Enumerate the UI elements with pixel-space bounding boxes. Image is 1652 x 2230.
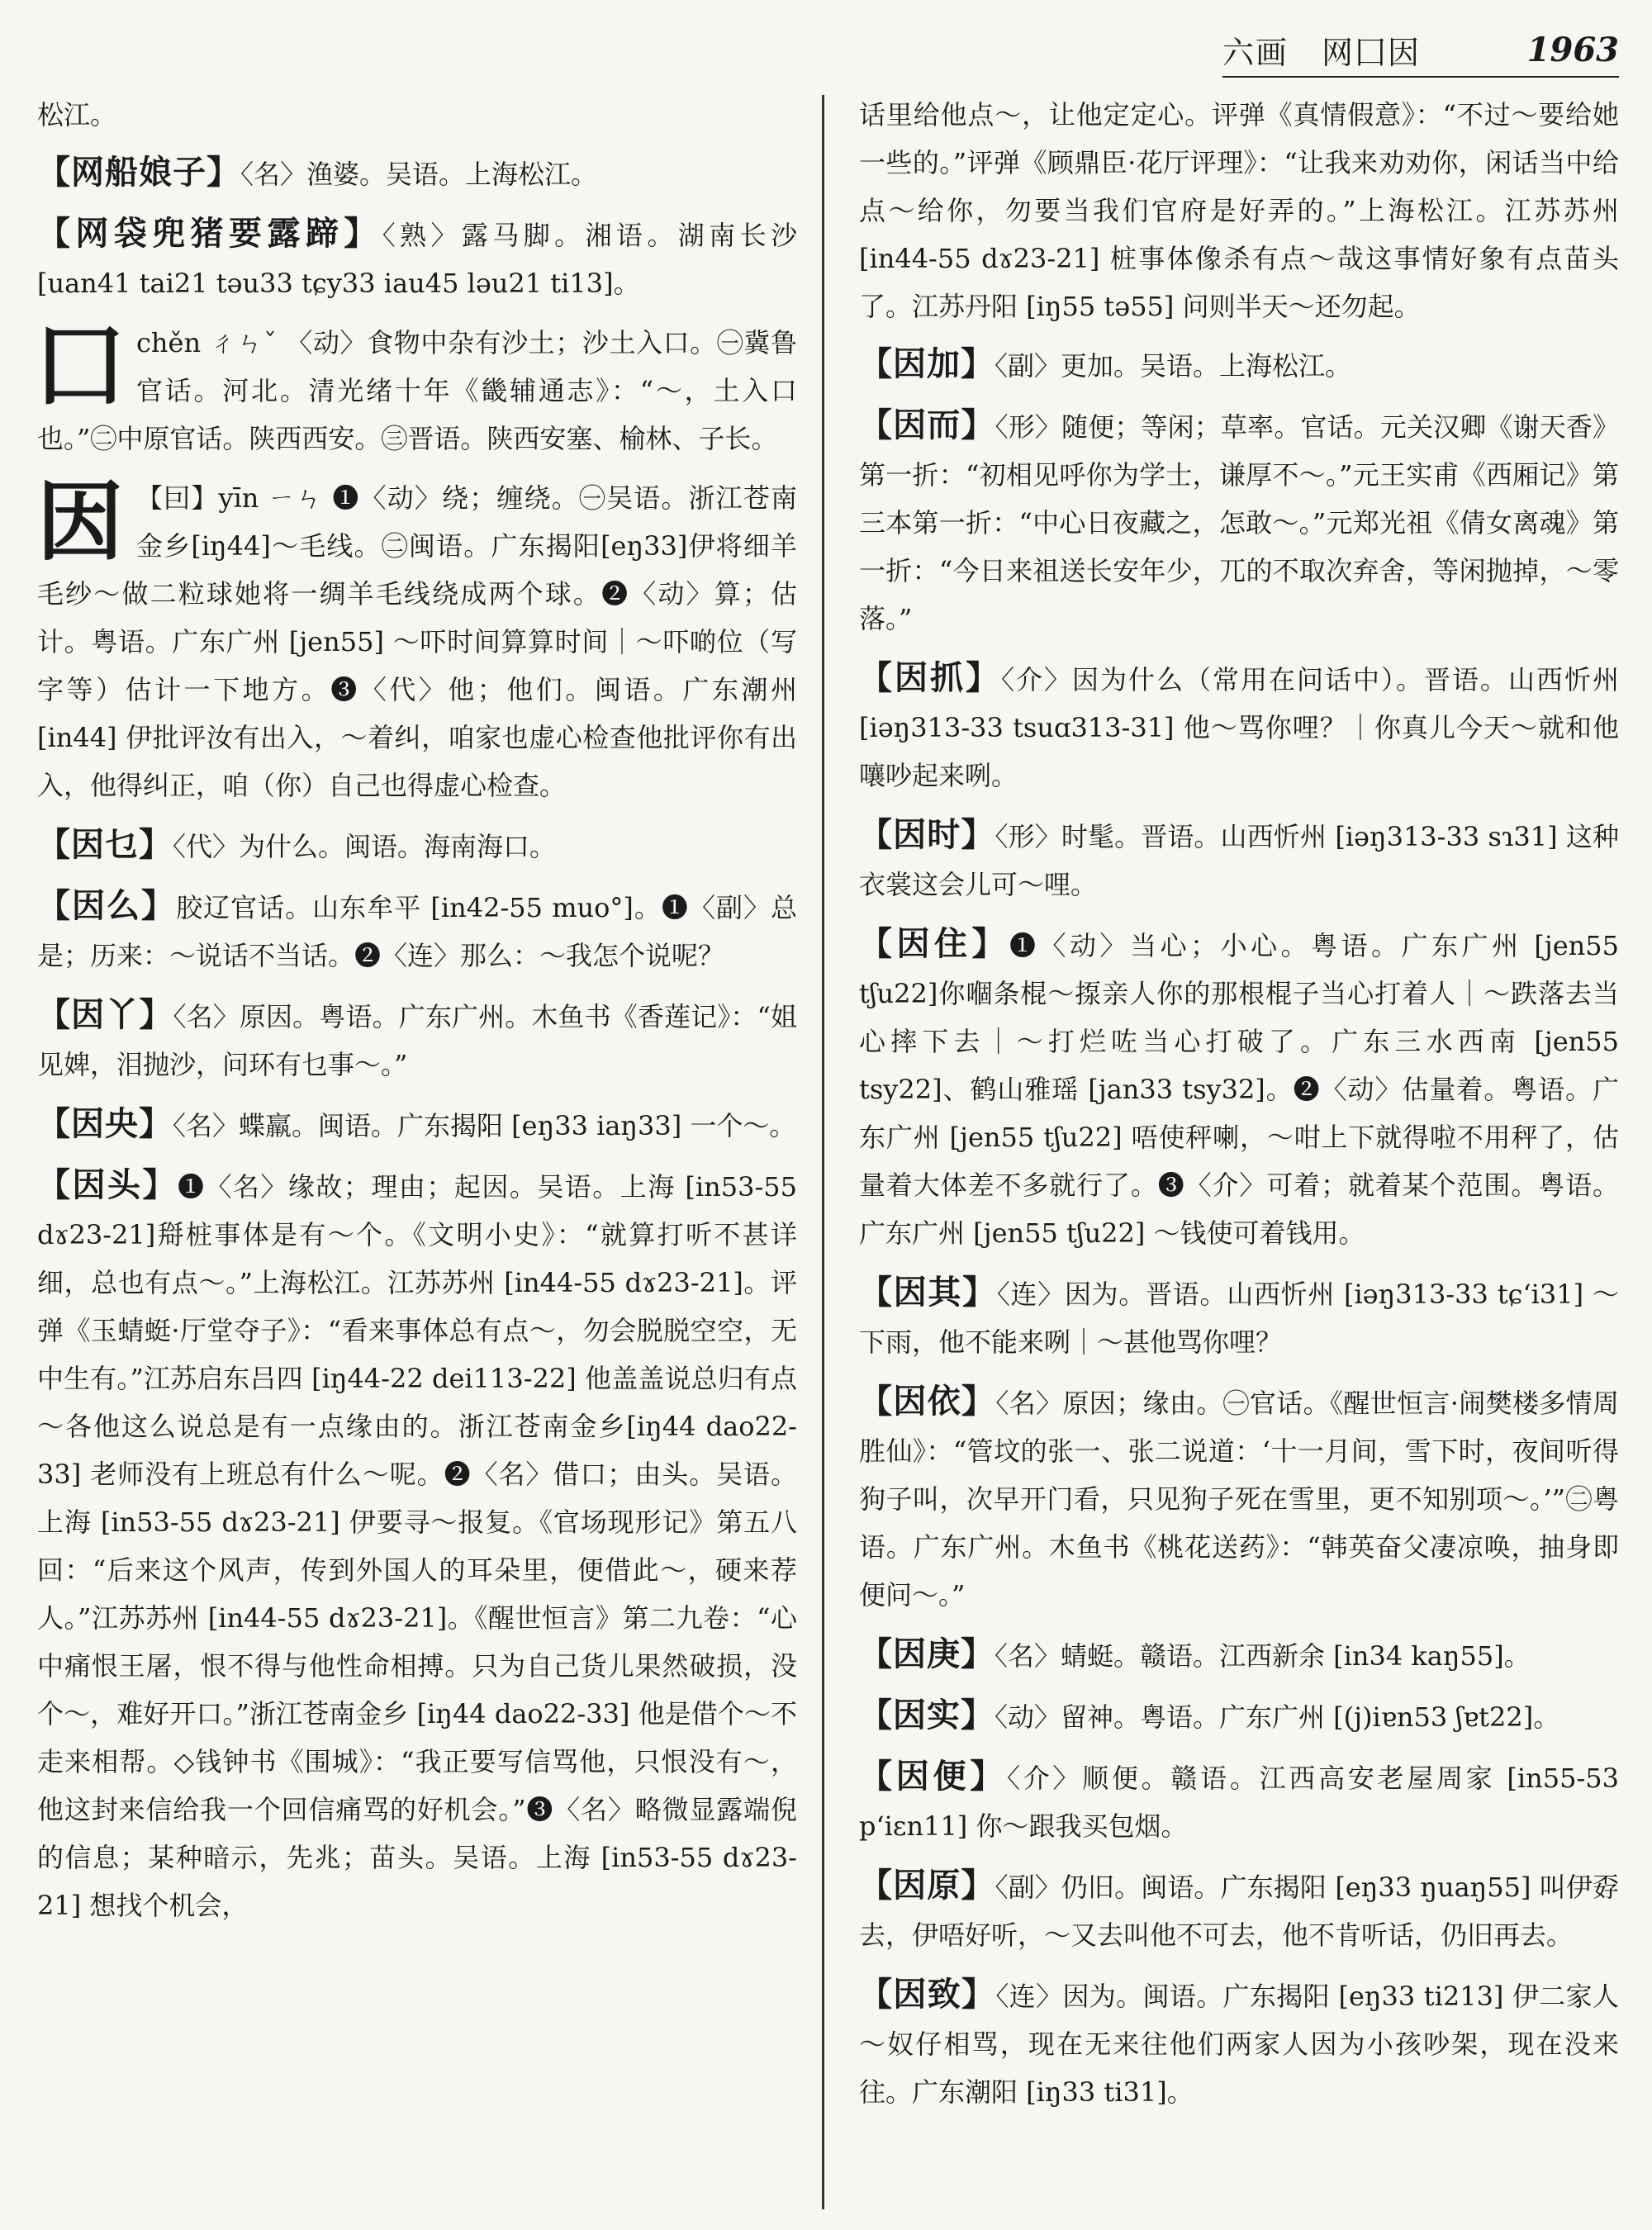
entry-text: 〈形〉时髦。晋语。山西忻州 [iəŋ313-33 sɿ31] 这种衣裳这会儿可～哩。 xyxy=(859,821,1619,900)
entry-text: 胶辽官话。山东牟平 [in42-55 muo°]。❶〈副〉总是；历来：～说话不当话。❷〈连〉那么：～我怎个说呢？ xyxy=(37,892,797,971)
head-character: 囗 xyxy=(37,316,124,417)
dictionary-entry xyxy=(37,149,797,198)
dictionary-entry xyxy=(859,340,1619,390)
entry-text: 〈代〉为什么。闽语。海南海口。 xyxy=(173,831,557,862)
character-entry xyxy=(37,471,797,809)
entry-continuation xyxy=(37,91,797,139)
headword: 【网袋兜猪要露蹄】 xyxy=(37,214,382,253)
headword: 【因而】 xyxy=(859,406,995,444)
dictionary-entry xyxy=(859,1753,1619,1850)
entry-text: 〈名〉原因；缘由。㊀官话。《醒世恒言·闹樊楼多情周胜仙》：“管坟的张一、张二说道：‘十一月间，雪下时，夜间听得狗子叫，次早开门看，只见狗子死在雪里，更不知别项～。’”㊁粤语。广东广州。木鱼书《桃花送药》：“韩英奋父凄凉唤，抽身即便问～。” xyxy=(859,1388,1619,1611)
headword: 【网船娘子】 xyxy=(37,153,240,192)
dictionary-entry xyxy=(859,654,1619,799)
headword: 【因庚】 xyxy=(859,1635,995,1673)
dictionary-entry xyxy=(859,1862,1619,1959)
entry-text: 〈形〉随便；等闲；草率。官话。元关汉卿《谢天香》第一折：“初相见呼你为学士，谦厚不～。”元王实甫《西厢记》第三本第一折：“中心日夜藏之，怎敢～。”元郑光祖《倩女离魂》第一折：“今日来祖送长安年少，兀的不取次弃舍，等闲抛掉，～零落。” xyxy=(859,411,1619,634)
headword: 【因头】 xyxy=(37,1165,178,1204)
head-character: 因 xyxy=(37,471,124,572)
dictionary-entry xyxy=(37,991,797,1089)
headword: 【因依】 xyxy=(859,1382,996,1421)
dictionary-entry xyxy=(37,1100,797,1150)
dictionary-entry xyxy=(859,1691,1619,1741)
headword: 【因致】 xyxy=(859,1975,996,2014)
dictionary-entry xyxy=(37,821,797,871)
entry-text: 【囙】yīn ㄧㄣ ❶〈动〉绕；缠绕。㊀吴语。浙江苍南金乡[iŋ44]～毛线。㊁闽语。广东揭阳[eŋ33]伊将细羊毛纱～做二粒球她将一绸羊毛线绕成两个球。❷〈动〉算；估计。粤语。广东广州 [jen55] ～吓时间算算时间｜～吓啲位（写字等）估计一下地方。❸〈代〉他；他们。闽语。广东潮州 [in44] 伊批评汝有出入，～着纠，咱家也虚心检查他批评你有出入，他得纠正，咱（你）自己也得虚心检查。 xyxy=(37,482,797,801)
entry-text: 〈名〉蝶羸。闽语。广东揭阳 [eŋ33 iaŋ33] 一个～。 xyxy=(173,1110,796,1141)
dictionary-entry xyxy=(37,210,797,307)
entry-text: 〈连〉因为。晋语。山西忻州 [iəŋ313-33 tɕʻi31] ～下雨，他不能来咧｜～甚他骂你哩？ xyxy=(859,1279,1619,1358)
headword: 【因实】 xyxy=(859,1696,995,1734)
entry-continuation xyxy=(859,91,1619,330)
entry-text: 话里给他点～，让他定定心。评弹《真情假意》：“不过～要给她一些的。”评弹《顾鼎臣·花厅评理》：“让我来劝劝你，闲话当中给点～给你，勿要当我们官府是好弄的。”上海松江。江苏苏州 [in44-55 dɤ23-21] 桩事体像杀有点～哉这事情好象有点苗头了。江苏丹阳 [iŋ55 tə55] 问则半天～还勿起。 xyxy=(859,99,1619,322)
dictionary-entry xyxy=(37,1161,797,1929)
entry-text: 〈熟〉露马脚。湘语。湖南长沙 [uan41 tai21 təu33 tɕy33 iau45 ləu21 ti13]。 xyxy=(37,220,797,299)
headword: 【因央】 xyxy=(37,1104,173,1143)
entry-text: 〈名〉蜻蜓。赣语。江西新余 [in34 kaŋ55]。 xyxy=(995,1640,1531,1672)
section-title: 六画 网囗因 xyxy=(1222,34,1422,71)
headword: 【因加】 xyxy=(859,344,995,383)
entry-text: 〈副〉更加。吴语。上海松江。 xyxy=(995,350,1352,382)
entry-text: 〈副〉仍旧。闽语。广东揭阳 [eŋ33 ŋuaŋ55] 叫伊孬去，伊唔好听，～又去叫他不可去，他不肯听话，仍旧再去。 xyxy=(859,1872,1619,1951)
dictionary-entry xyxy=(859,1269,1619,1366)
entry-text: 〈动〉留神。粤语。广东广州 [(j)iɐn53 ʃɐt22]。 xyxy=(995,1701,1560,1733)
header-rule xyxy=(1222,76,1619,78)
column-divider xyxy=(822,95,824,2209)
dictionary-entry xyxy=(859,920,1619,1257)
headword: 【因么】 xyxy=(37,886,177,925)
right-column xyxy=(859,91,1619,2213)
character-entry xyxy=(37,316,797,463)
running-head xyxy=(1222,25,1619,74)
dictionary-entry xyxy=(859,401,1619,643)
headword: 【因原】 xyxy=(859,1866,995,1905)
dictionary-entry xyxy=(859,1971,1619,2116)
dictionary-entry xyxy=(37,882,797,980)
dictionary-entry xyxy=(859,1630,1619,1680)
entry-text: 〈名〉渔婆。吴语。上海松江。 xyxy=(240,159,598,190)
entry-text: 松江。 xyxy=(37,99,117,130)
entry-text: 〈连〉因为。闽语。广东揭阳 [eŋ33 ti213] 伊二家人～奴仔相骂，现在无来往他们两家人因为小孩吵架，现在没来往。广东潮阳 [iŋ33 ti31]。 xyxy=(859,1981,1619,2108)
entry-text: ❶〈名〉缘故；理由；起因。吴语。上海 [in53-55 dɤ23-21]搿桩事体是有～个。《文明小史》：“就算打听不甚详细，总也有点～。”上海松江。江苏苏州 [in44-55 dɤ23-21]。评弹《玉蜻蜓·厅堂夺子》：“看来事体总有点～，勿会脱脱空空，无中生有。”江苏启东吕四 [iŋ44-22 dei113-22] 他盖盖说总归有点～各他这么说总是有一点缘由的。浙江苍南金乡[iŋ44 dao22-33] 老师没有上班总有什么～呢。❷〈名〉借口；由头。吴语。上海 [in53-55 dɤ23-21] 伊要寻～报复。《官场现形记》第五八回：“后来这个风声，传到外国人的耳朵里，便借此～，硬来荐人。”江苏苏州 [in44-55 dɤ23-21]。《醒世恒言》第二九卷：“心中痛恨王屠，恨不得与他性命相搏。只为自己货儿果然破损，没个～，难好开口。”浙江苍南金乡 [iŋ44 dao22-33] 他是借个～不走来相帮。◇钱钟书《围城》：“我正要写信骂他，只恨没有～，他这封来信给我一个回信痛骂的好机会。”❸〈名〉略微显露端倪的信息；某种暗示，先兆；苗头。吴语。上海 [in53-55 dɤ23-21] 想找个机会， xyxy=(37,1171,797,1921)
headword: 【因便】 xyxy=(859,1757,1007,1796)
page-number: 1963 xyxy=(1526,30,1619,69)
dictionary-entry xyxy=(859,1378,1619,1619)
headword: 【因时】 xyxy=(859,815,995,854)
entry-text: 〈介〉顺便。赣语。江西高安老屋周家 [in55-53 pʻiɛn11] 你～跟我买包烟。 xyxy=(859,1763,1619,1842)
headword: 【因住】 xyxy=(859,924,1010,963)
entry-text: 〈介〉因为什么（常用在问话中）。晋语。山西忻州 [iəŋ313-33 tsuɑ313-31] 他～骂你哩？｜你真儿今天～就和他嚷吵起来咧。 xyxy=(859,664,1619,791)
entry-text: ❶〈动〉当心；小心。粤语。广东广州 [jen55 tʃu22]你嗰条棍～揼亲人你的那根棍子当心打着人｜～跌落去当心摔下去｜～打烂咗当心打破了。广东三水西南 [jen55 tsy22]、鹤山雅瑶 [jan33 tsy32]。❷〈动〉估量着。粤语。广东广州 [jen55 tʃu22] 唔使秤喇，～咁上下就得啦不用秤了，估量着大体差不多就行了。❸〈介〉可着；就着某个范围。粤语。广东广州 [jen55 tʃu22] ～钱使可着钱用。 xyxy=(859,930,1619,1249)
headword: 【因其】 xyxy=(859,1273,997,1312)
headword: 【因乜】 xyxy=(37,825,173,864)
entry-text: chěn ㄔㄣˇ 〈动〉食物中杂有沙土；沙土入口。㊀冀鲁官话。河北。清光绪十年《畿辅通志》：“～，土入口也。”㊁中原官话。陕西西安。㊂晋语。陕西安塞、榆林、子长。 xyxy=(37,327,797,454)
dictionary-entry xyxy=(859,811,1619,909)
headword: 【因丫】 xyxy=(37,995,173,1034)
left-column xyxy=(37,91,797,2213)
entry-text: 〈名〉原因。粤语。广东广州。木鱼书《香莲记》：“姐见婢，泪抛沙，问环有乜事～。” xyxy=(37,1001,797,1080)
headword: 【因抓】 xyxy=(859,658,1001,697)
